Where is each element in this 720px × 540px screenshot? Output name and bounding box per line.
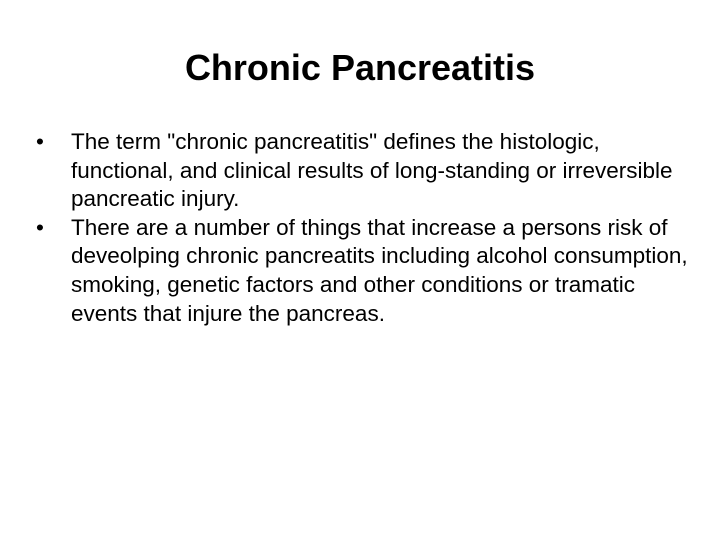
bullet-dot-icon: • [36,129,44,154]
bullet-item-definition [36,128,696,214]
bullet-dot-icon: • [36,214,44,240]
slide-title: Chronic Pancreatitis [184,47,536,88]
bullet-item-risk-factors [36,214,696,328]
bullet-text-definition: The term "chronic pancreatitis" defines the histologic, functional, and clinical results of long-standing or irreversible pancreatic injury. [71,129,673,212]
bullet-text-risk-factors: There are a number of things that increase a persons risk of deveolping chronic pancreatits including alcohol consumption, smoking, genetic factors and other conditions or tramatic events that injure the pancreas. [71,214,688,326]
bullet-list [36,128,696,328]
